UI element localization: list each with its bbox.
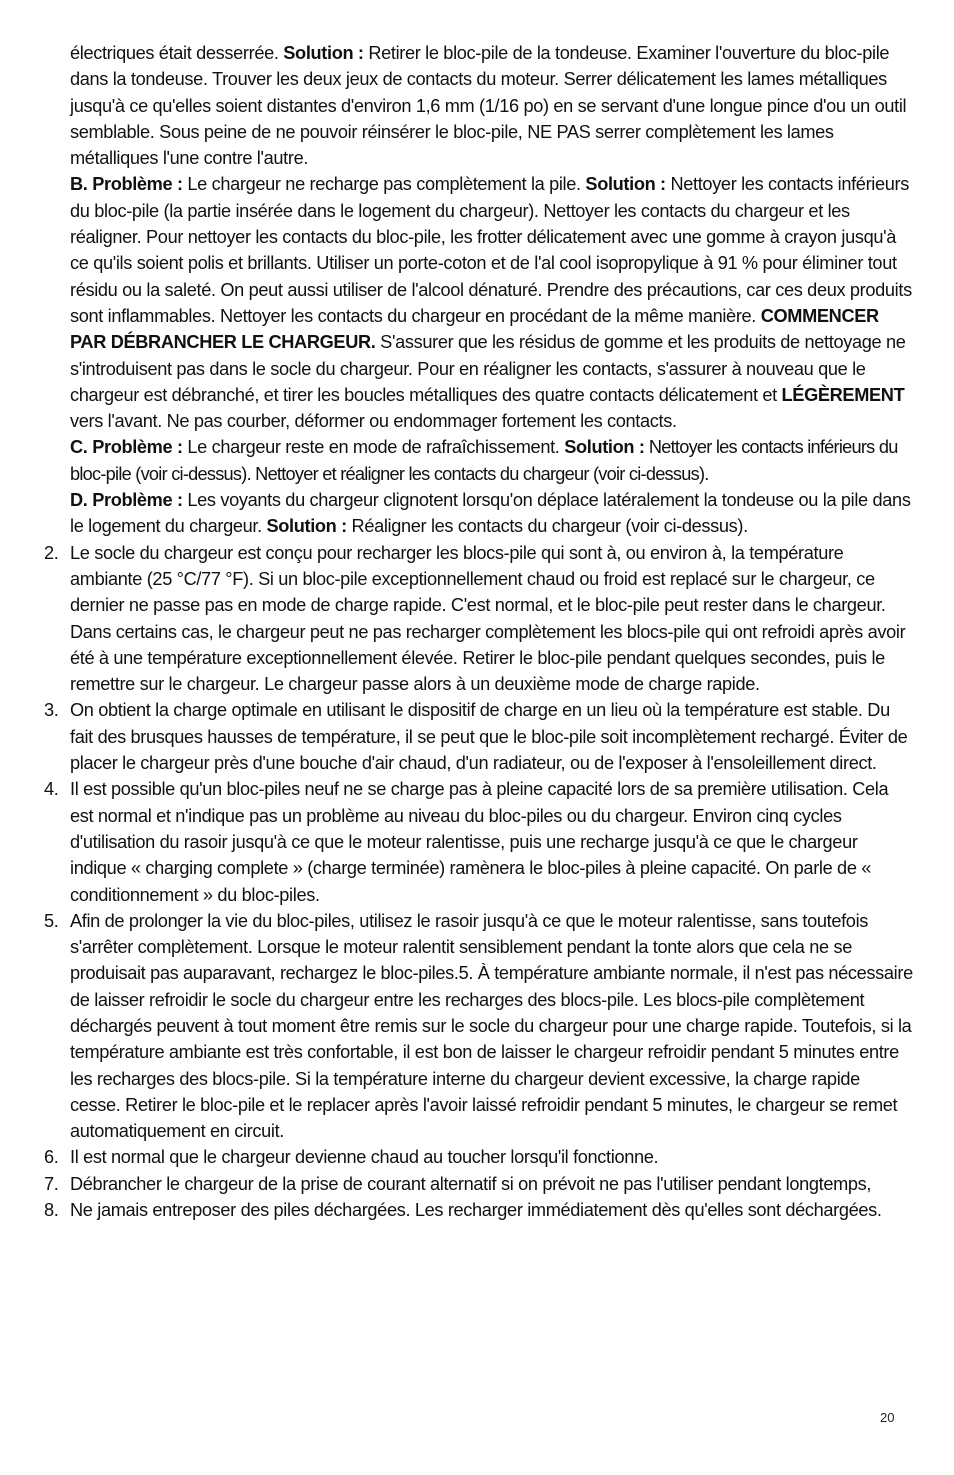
problem-label: B. Problème : — [70, 174, 183, 195]
text-segment: S'assurer que les résidus de gomme et les produits de nettoyage ne s'introduisent pas dans le socle du chargeur. Pour en réaligner les contacts, s'assurer à nouveau que le chargeur est débranché, et tirer les boucles métalliques des quatre contacts délicatement et — [70, 332, 906, 405]
solution-continuation — [44, 40, 914, 171]
list-item — [44, 908, 914, 1145]
list-item-text: Débrancher le chargeur de la prise de courant alternatif si on prévoit ne pas l'utiliser pendant longtemps, — [70, 1173, 872, 1194]
problem-b — [44, 171, 914, 434]
problem-label: C. Problème : — [70, 437, 183, 458]
list-number: 3. — [44, 700, 59, 721]
text-segment: Le chargeur ne recharge pas complètement la pile. — [182, 174, 586, 195]
problem-label: D. Problème : — [70, 490, 183, 511]
emphasis-text: LÉGÈREMENT — [781, 384, 905, 405]
solution-label: Solution : — [564, 437, 645, 458]
list-item-text: Il est possible qu'un bloc-piles neuf ne se charge pas à pleine capacité lors de sa première utilisation. Cela est normal et n'indique pas un problème au niveau du bloc-piles ou du chargeur. Environ cinq cycles d'utilisation du rasoir jusqu'à ce que le moteur ralentisse, puis une recharge jusqu'à ce que le chargeur indique « charging complete » (charge terminée) ramènera le bloc-piles à pleine capacité. On parle de « conditionnement » du bloc-piles. — [70, 779, 889, 905]
list-item-text: Le socle du chargeur est conçu pour recharger les blocs-pile qui sont à, ou environ à, la température ambiante (25 °C/77 °F). Si un bloc-pile exceptionnellement chaud ou froid est replacé sur le chargeur, ce dernier ne passe pas en mode de charge rapide. C'est normal, et le bloc-pile peut rester dans le chargeur. Dans certains cas, le chargeur peut ne pas recharger complètement les blocs-pile qui ont refroidi après avoir été à une température exceptionnellement élevée. Retirer le bloc-pile pendant quelques secondes, puis le remettre sur le chargeur. Le chargeur passe alors à un deuxième mode de charge rapide. — [70, 542, 906, 695]
text-segment: Les voyants du chargeur clignotent lorsqu'on déplace latéralement la tondeuse ou la pile dans le logement du chargeur. — [70, 490, 911, 537]
text-segment: électriques était desserrée. — [70, 43, 284, 63]
page-number: 20 — [880, 1410, 895, 1425]
list-number: 6. — [44, 1147, 59, 1168]
solution-label: Solution : — [266, 516, 347, 537]
list-item — [44, 697, 914, 776]
solution-label: Solution : — [585, 174, 666, 195]
list-item — [44, 776, 914, 907]
list-item-text: Ne jamais entreposer des piles déchargées. Les recharger immédiatement dès qu'elles sont déchargées. — [70, 1200, 882, 1221]
text-segment: Nettoyer les contacts inférieurs du bloc-pile (voir ci-dessus). Nettoyer et réaligner les contacts du chargeur (voir ci-dessus). — [70, 437, 898, 484]
list-number: 4. — [44, 779, 59, 800]
warning-text: COMMENCER PAR DÉBRANCHER LE CHARGEUR. — [70, 305, 879, 353]
problem-c — [44, 434, 914, 487]
document-body — [44, 40, 914, 1223]
list-number: 5. — [44, 910, 59, 931]
list-item-text: Il est normal que le chargeur devienne chaud au toucher lorsqu'il fonctionne. — [70, 1147, 659, 1168]
list-number: 2. — [44, 542, 59, 563]
list-number: 7. — [44, 1173, 59, 1194]
list-item-text: On obtient la charge optimale en utilisant le dispositif de charge en un lieu où la température est stable. Du fait des brusques hausses de température, il se peut que le bloc-pile soit incomplètement rechargé. Éviter de placer le chargeur près d'une bouche d'air chaud, d'un radiateur, ou de l'exposer à l'ensoleillement direct. — [70, 700, 908, 774]
text-segment: Le chargeur reste en mode de rafraîchissement. — [182, 437, 565, 458]
text-segment: Retirer le bloc-pile de la tondeuse. Examiner l'ouverture du bloc-pile dans la tondeuse. Trouver les deux jeux de contacts du moteur. Serrer délicatement les lames métalliques jusqu'à ce qu'elles soient distantes d'environ 1,6 mm (1/16 po) en se servant d'une longue pince d'ou un outil semblable. Sous peine de ne pouvoir réinsérer le bloc-pile, NE PAS serrer complètement les lames métalliques l'une contre l'autre. — [70, 43, 907, 169]
solution-label: Solution : — [283, 43, 364, 63]
text-segment: Réaligner les contacts du chargeur (voir ci-dessus). — [346, 516, 748, 537]
text-segment: Nettoyer les contacts inférieurs du bloc-pile (la partie insérée dans le logement du chargeur). Nettoyer les contacts du chargeur et les réaligner. Pour nettoyer les contacts du bloc-pile, les frotter délicatement avec une gomme à crayon jusqu'à ce qu'ils soient polis et brillants. Utiliser un porte-coton et de l'al cool isopropylique à 91 % pour éliminer tout résidu ou la saleté. On peut aussi utiliser de l'alcool dénaturé. Prendre des précautions, car ces deux produits sont inflammables. Nettoyer les contacts du chargeur en procédant de la même manière. — [70, 174, 912, 326]
list-item — [44, 1171, 914, 1197]
text-segment: vers l'avant. Ne pas courber, déformer ou endommager fortement les contacts. — [70, 411, 677, 432]
list-item — [44, 1197, 914, 1223]
list-number: 8. — [44, 1200, 59, 1221]
list-item — [44, 1144, 914, 1170]
list-item — [44, 540, 914, 698]
list-item-text: Afin de prolonger la vie du bloc-piles, utilisez le rasoir jusqu'à ce que le moteur ralentisse, sans toutefois s'arrêter complètement. Lorsque le moteur ralentit sensiblement pendant la tonte alors que cela ne se produisait pas auparavant, rechargez le bloc-piles.5. À température ambiante normale, il n'est pas nécessaire de laisser refroidir le socle du chargeur entre les recharges des blocs-pile. Les blocs-pile complètement déchargés peuvent à tout moment être remis sur le socle du chargeur pour une charge rapide. Toutefois, si la température ambiante est très confortable, il est bon de laisser le chargeur refroidir pendant 5 minutes entre les recharges des blocs-pile. Si la température interne du chargeur devient excessive, la charge rapide cesse. Retirer le bloc-pile et le replacer après l'avoir laissé refroidir pendant 5 minutes, le chargeur se remet automatiquement en circuit. — [70, 910, 913, 1142]
problem-d — [44, 487, 914, 540]
